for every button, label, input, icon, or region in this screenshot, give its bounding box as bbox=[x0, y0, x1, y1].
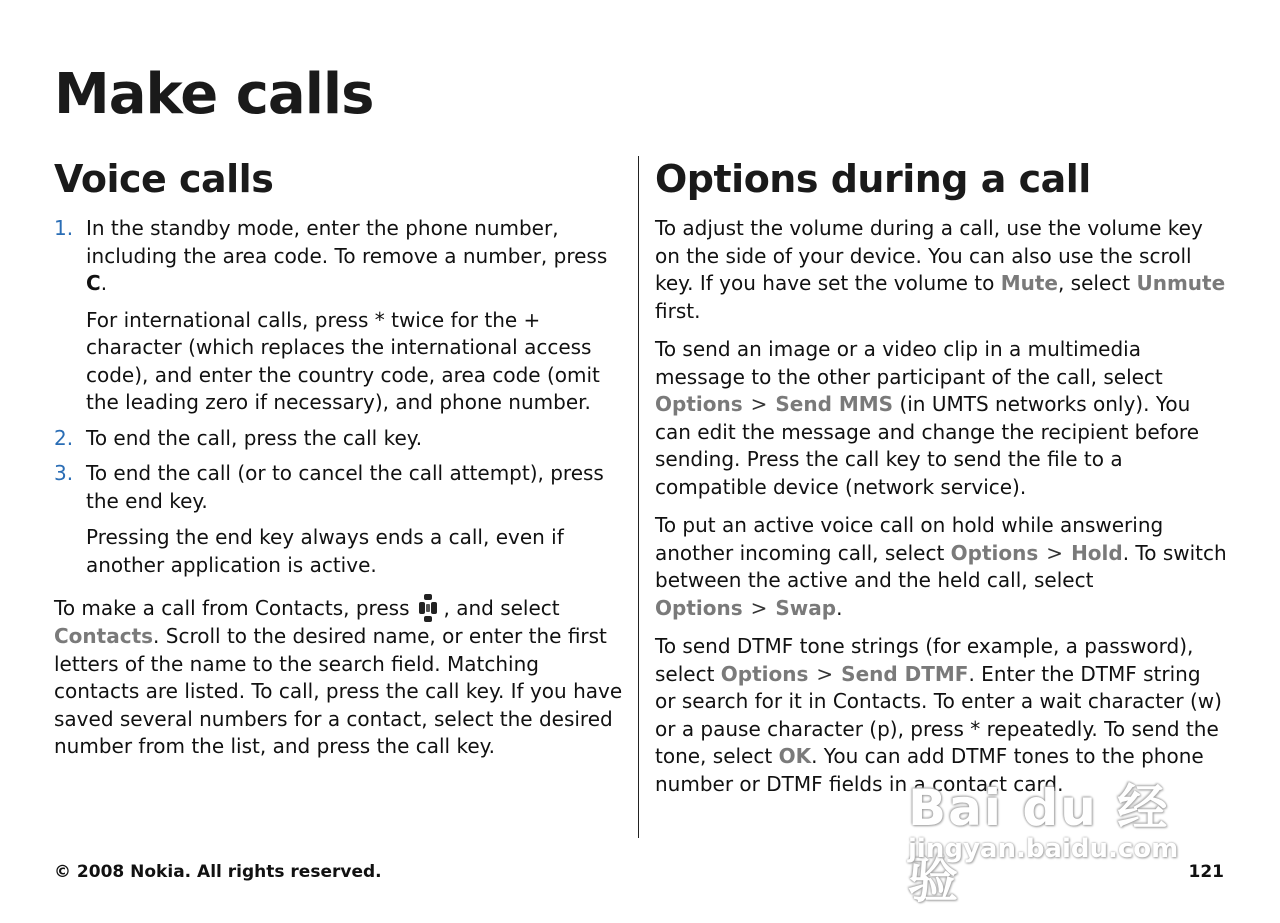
text: (in UMTS networks only). You can edit the message and change the recipient before sending. Press the call key to send the file to a compatible device (network service). bbox=[655, 392, 1200, 499]
text: To put an active voice call on hold while answering another incoming call, select bbox=[655, 513, 1164, 565]
text: . bbox=[836, 595, 843, 620]
hold-ui-label: Hold bbox=[1071, 540, 1123, 565]
step-number: 3. bbox=[54, 461, 74, 485]
watermark-domain: jingyan.baidu.com bbox=[908, 834, 1179, 864]
text: first. bbox=[655, 298, 701, 323]
step-number: 2. bbox=[54, 425, 74, 450]
step-text-b: . bbox=[100, 271, 108, 295]
column-divider bbox=[638, 156, 639, 838]
page-title: Make calls bbox=[54, 62, 374, 127]
text: , select bbox=[1057, 271, 1137, 295]
watermark-brand: Bai du 经验 bbox=[908, 779, 1170, 909]
menu-separator: > bbox=[1046, 540, 1064, 565]
voice-calls-heading: Voice calls bbox=[54, 157, 274, 201]
swap-ui-label: Swap bbox=[775, 595, 837, 620]
send-dtmf-ui-label: Send DTMF bbox=[841, 661, 969, 686]
page-number: 121 bbox=[1188, 862, 1224, 882]
text: To send an image or a video clip in a multimedia message to the other participant of the call, select bbox=[655, 337, 1163, 389]
contacts-text-b: , and select bbox=[443, 596, 560, 620]
ok-ui-label: OK bbox=[778, 744, 812, 768]
step-3 bbox=[54, 460, 626, 579]
contacts-ui-label: Contacts bbox=[54, 624, 154, 648]
options-heading: Options during a call bbox=[655, 157, 1091, 201]
menu-separator: > bbox=[816, 661, 834, 686]
options-ui-label: Options bbox=[655, 392, 743, 416]
clear-key-label: C bbox=[86, 271, 101, 295]
send-mms-paragraph bbox=[655, 336, 1227, 501]
text: . To switch between the active and the held call, select bbox=[655, 540, 1227, 592]
text: To adjust the volume during a call, use the volume key on the side of your device. You can also use the scroll key. If you have set the volume to bbox=[655, 216, 1203, 295]
unmute-ui-label: Unmute bbox=[1136, 271, 1226, 295]
step-note: For international calls, press * twice for the + character (which replaces the international access code), and enter the country code, area code (omit the leading zero if necessary), and phone number. bbox=[86, 307, 600, 414]
options-ui-label: Options bbox=[950, 540, 1039, 565]
step-note: Pressing the end key always ends a call, even if another application is active. bbox=[86, 525, 564, 577]
step-text-a: In the standby mode, enter the phone number, including the area code. To remove a number, press bbox=[86, 216, 608, 268]
hold-paragraph bbox=[655, 512, 1227, 622]
menu-key-icon bbox=[418, 593, 438, 623]
step-number: 1. bbox=[54, 216, 74, 240]
step-body bbox=[86, 460, 626, 579]
options-during-call-section bbox=[655, 155, 1227, 809]
text: . You can add DTMF tones to the phone number or DTMF fields in a contact card. bbox=[655, 744, 1204, 796]
mute-ui-label: Mute bbox=[1000, 271, 1058, 295]
options-ui-label: Options bbox=[720, 661, 809, 686]
step-1 bbox=[54, 215, 626, 417]
text: To send DTMF tone strings (for example, a password), select bbox=[655, 634, 1194, 686]
footer-copyright: © 2008 Nokia. All rights reserved. bbox=[54, 862, 382, 882]
menu-separator: > bbox=[750, 595, 768, 620]
step-text bbox=[86, 215, 626, 298]
voice-calls-section bbox=[54, 155, 626, 772]
contacts-text-a: To make a call from Contacts, press bbox=[54, 596, 410, 620]
step-text: To end the call (or to cancel the call attempt), press the end key. bbox=[86, 461, 604, 513]
send-mms-ui-label: Send MMS bbox=[775, 392, 894, 416]
step-body bbox=[86, 215, 626, 417]
step-2 bbox=[54, 425, 626, 453]
volume-paragraph bbox=[655, 215, 1227, 325]
step-text: To end the call, press the call key. bbox=[86, 425, 423, 450]
contacts-paragraph bbox=[54, 593, 626, 761]
text: . Enter the DTMF string or search for it in Contacts. To enter a wait character (w) or a pause character (p), press * repeatedly. To send the tone, select bbox=[655, 661, 1222, 768]
contacts-text-c: . Scroll to the desired name, or enter the first letters of the name to the search field. Matching contacts are listed. To call, press the call key. If you have saved several numbers for a contact, select the desired number from the list, and press the call key. bbox=[54, 624, 623, 758]
menu-separator: > bbox=[750, 392, 768, 416]
dtmf-paragraph bbox=[655, 633, 1227, 798]
options-ui-label: Options bbox=[655, 595, 743, 620]
